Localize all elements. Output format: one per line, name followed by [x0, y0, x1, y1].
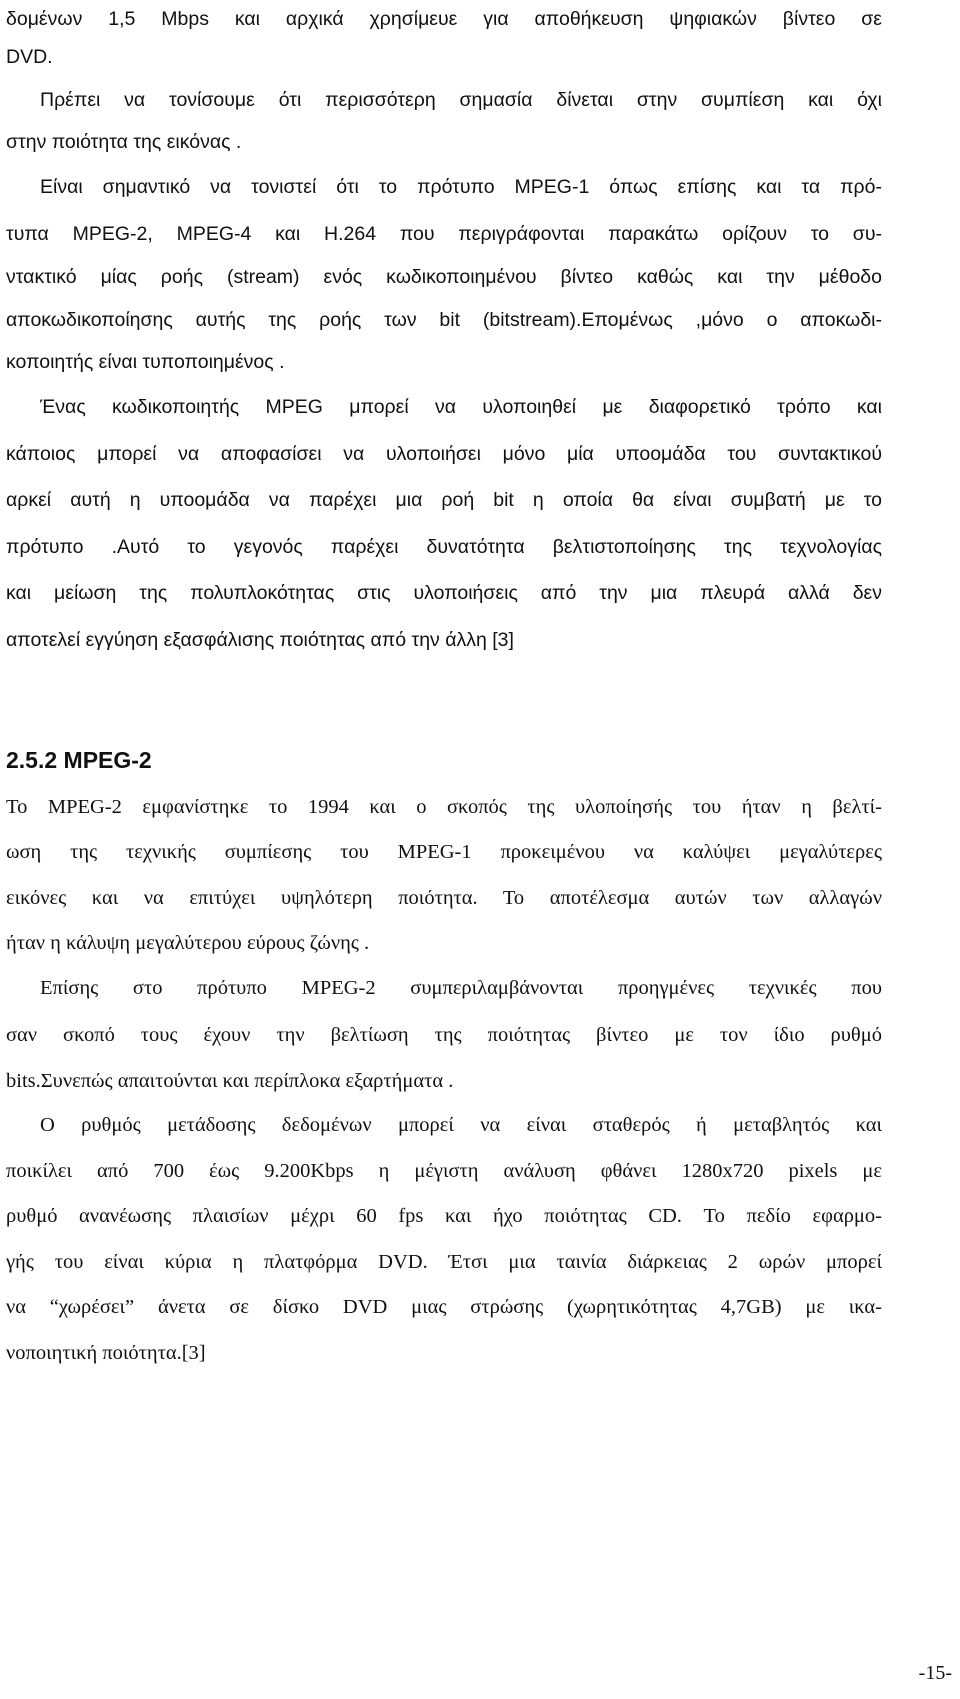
text-line: Είναι σημαντικό να τονιστεί ότι το πρότυπο MPEG-1 όπως επίσης και τα πρό-	[40, 176, 882, 198]
text-line: αποκωδικοποίησης αυτής της ροής των bit (bitstream).Επομένως ,μόνο ο αποκωδι-	[6, 309, 882, 331]
text-line: DVD.	[6, 46, 53, 68]
text-line: ήταν η κάλυψη μεγαλύτερου εύρους ζώνης .	[6, 932, 370, 954]
text-line: τυπα MPEG-2, MPEG-4 και H.264 που περιγράφονται παρακάτω ορίζουν το συ-	[6, 223, 882, 245]
text-line: ρυθμό ανανέωσης πλαισίων μέχρι 60 fps και ήχο ποιότητας CD. Το πεδίο εφαρμο-	[6, 1205, 882, 1227]
text-line: bits.Συνεπώς απαιτούνται και περίπλοκα εξαρτήματα .	[6, 1070, 454, 1092]
text-line: αρκεί αυτή η υποομάδα να παρέχει μια ροή bit η οποία θα είναι συμβατή με το	[6, 489, 882, 511]
text-line: ποικίλει από 700 έως 9.200Kbps η μέγιστη ανάλυση φθάνει 1280x720 pixels με	[6, 1160, 882, 1182]
text-line: Πρέπει να τονίσουμε ότι περισσότερη σημασία δίνεται στην συμπίεση και όχι	[40, 89, 882, 111]
text-line: ντακτικό μίας ροής (stream) ενός κωδικοποιημένου βίντεο καθώς και την μέθοδο	[6, 266, 882, 288]
section-heading: 2.5.2 MPEG-2	[6, 747, 152, 773]
text-line: πρότυπο .Αυτό το γεγονός παρέχει δυνατότητα βελτιστοποίησης της τεχνολογίας	[6, 536, 882, 558]
text-line: νοποιητική ποιότητα.[3]	[6, 1342, 206, 1364]
text-line: εικόνες και να επιτύχει υψηλότερη ποιότητα. Το αποτέλεσμα αυτών των αλλαγών	[6, 887, 882, 909]
page-number: -15-	[918, 1662, 952, 1684]
text-line: αποτελεί εγγύηση εξασφάλισης ποιότητας από την άλλη [3]	[6, 629, 514, 651]
text-line: κάποιος μπορεί να αποφασίσει να υλοποιήσει μόνο μία υποομάδα του συντακτικού	[6, 443, 882, 465]
text-line: στην ποιότητα της εικόνας .	[6, 131, 242, 153]
text-line: κοποιητής είναι τυποποιημένος .	[6, 351, 285, 373]
text-line: ωση της τεχνικής συμπίεσης του MPEG-1 προκειμένου να καλύψει μεγαλύτερες	[6, 841, 882, 863]
text-line: Ένας κωδικοποιητής MPEG μπορεί να υλοποιηθεί με διαφορετικό τρόπο και	[40, 396, 882, 418]
text-line: να “χωρέσει” άνετα σε δίσκο DVD μιας στρώσης (χωρητικότητας 4,7GB) με ικα-	[6, 1296, 882, 1318]
text-line: γής του είναι κύρια η πλατφόρμα DVD. Έτσι μια ταινία διάρκειας 2 ωρών μπορεί	[6, 1251, 882, 1273]
text-line: Το MPEG-2 εμφανίστηκε το 1994 και ο σκοπός της υλοποίησής του ήταν η βελτί-	[6, 796, 882, 818]
text-line: Ο ρυθμός μετάδοσης δεδομένων μπορεί να είναι σταθερός ή μεταβλητός και	[40, 1114, 882, 1136]
text-line: και μείωση της πολυπλοκότητας στις υλοποιήσεις από την μια πλευρά αλλά δεν	[6, 582, 882, 604]
text-line: Επίσης στο πρότυπο MPEG-2 συμπεριλαμβάνονται προηγμένες τεχνικές που	[40, 977, 882, 999]
text-line: δομένων 1,5 Mbps και αρχικά χρησίμευε για αποθήκευση ψηφιακών βίντεο σε	[6, 8, 882, 30]
text-line: σαν σκοπό τους έχουν την βελτίωση της ποιότητας βίντεο με τον ίδιο ρυθμό	[6, 1024, 882, 1046]
